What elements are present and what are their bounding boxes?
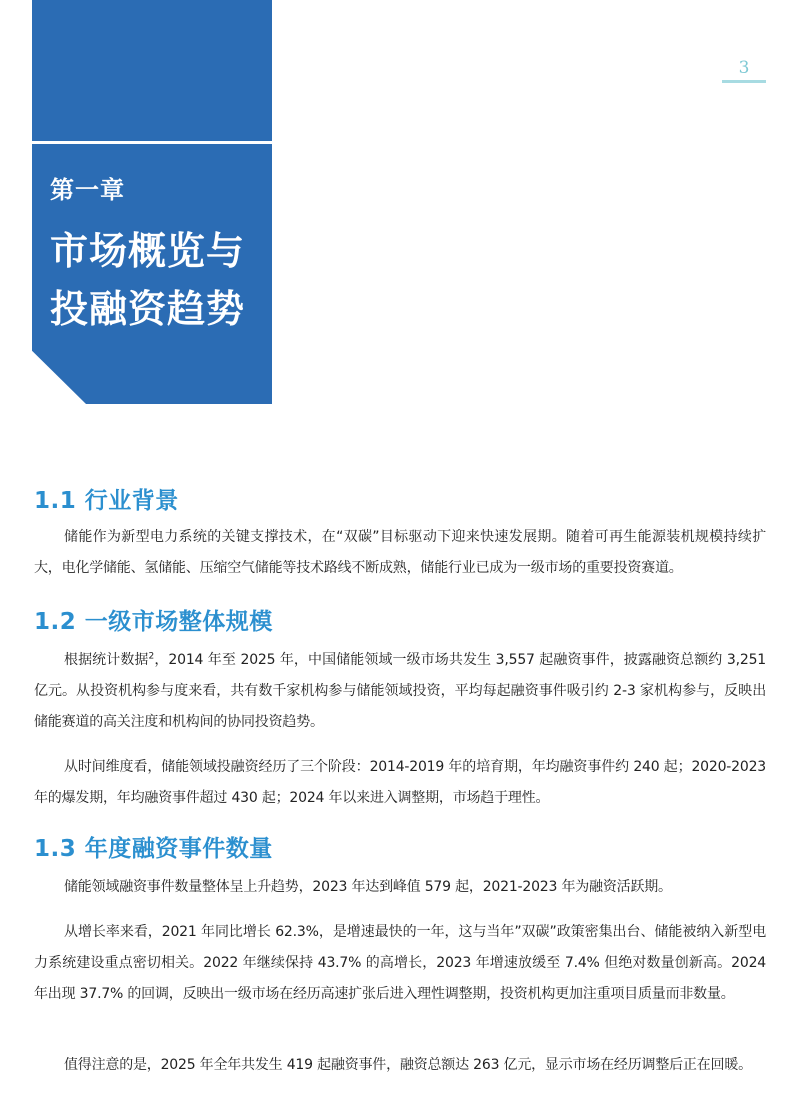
section-heading-1-2: 1.2 一级市场整体规模 [34, 609, 273, 635]
section-1-3-paragraph-2: 从增长率来看，2021 年同比增长 62.3%，是增速最快的一年，这与当年”双碳”政策密集出台、储能被纳入新型电力系统建设重点密切相关。2022 年继续保持 43.7% 的高增长，2023 年增速放缓至 7.4% 但绝对数量创新高。2024 年出现 37.7% 的回调，反映出一级市场在经历高速扩张后进入理性调整期，投资机构更加注重项目质量而非数量。 [34, 924, 766, 1002]
chapter-title [50, 222, 245, 338]
chapter-title-line-2: 投融资趋势 [50, 287, 246, 331]
section-heading-1-3: 1.3 年度融资事件数量 [34, 836, 273, 862]
section-1-2-paragraph-1 [34, 645, 766, 738]
p1-text-rest: ，2014 年至 2025 年，中国储能领域一级市场共发生 3,557 起融资事件，披露融资总额约 3,251 亿元。从投资机构参与度来看，共有数千家机构参与储能领域投资，平均每起融资事件吸引约 2-3 家机构参与，反映出储能赛道的高关注度和机构间的协同投资趋势。 [34, 652, 766, 730]
chapter-label: 第一章 [50, 176, 125, 204]
chapter-banner-top [32, 0, 272, 141]
page-number-underline [722, 80, 766, 83]
footnote-ref[interactable]: 2 [148, 651, 155, 662]
section-1-3-paragraph-1: 储能领域融资事件数量整体呈上升趋势，2023 年达到峰值 579 起，2021-2023 年为融资活跃期。 [64, 879, 672, 895]
section-1-1-paragraph: 储能作为新型电力系统的关键支撑技术，在“双碳”目标驱动下迎来快速发展期。随着可再生能源装机规模持续扩大，电化学储能、氢储能、压缩空气储能等技术路线不断成熟，储能行业已成为一级市场的重要投资赛道。 [34, 529, 766, 576]
section-1-2-paragraph-2: 从时间维度看，储能领域投融资经历了三个阶段：2014-2019 年的培育期，年均融资事件约 240 起；2020-2023 年的爆发期，年均融资事件超过 430 起；2024 年以来进入调整期，市场趋于理性。 [34, 759, 766, 806]
page-number: 3 [738, 58, 750, 78]
p1-text-start: 根据统计数据 [64, 652, 149, 668]
chapter-title-line-1: 市场概览与 [50, 229, 246, 273]
section-1-3-paragraph-3: 值得注意的是，2025 年全年共发生 419 起融资事件，融资总额达 263 亿元，显示市场在经历调整后正在回暖。 [64, 1057, 752, 1073]
section-heading-1-1: 1.1 行业背景 [34, 488, 179, 514]
